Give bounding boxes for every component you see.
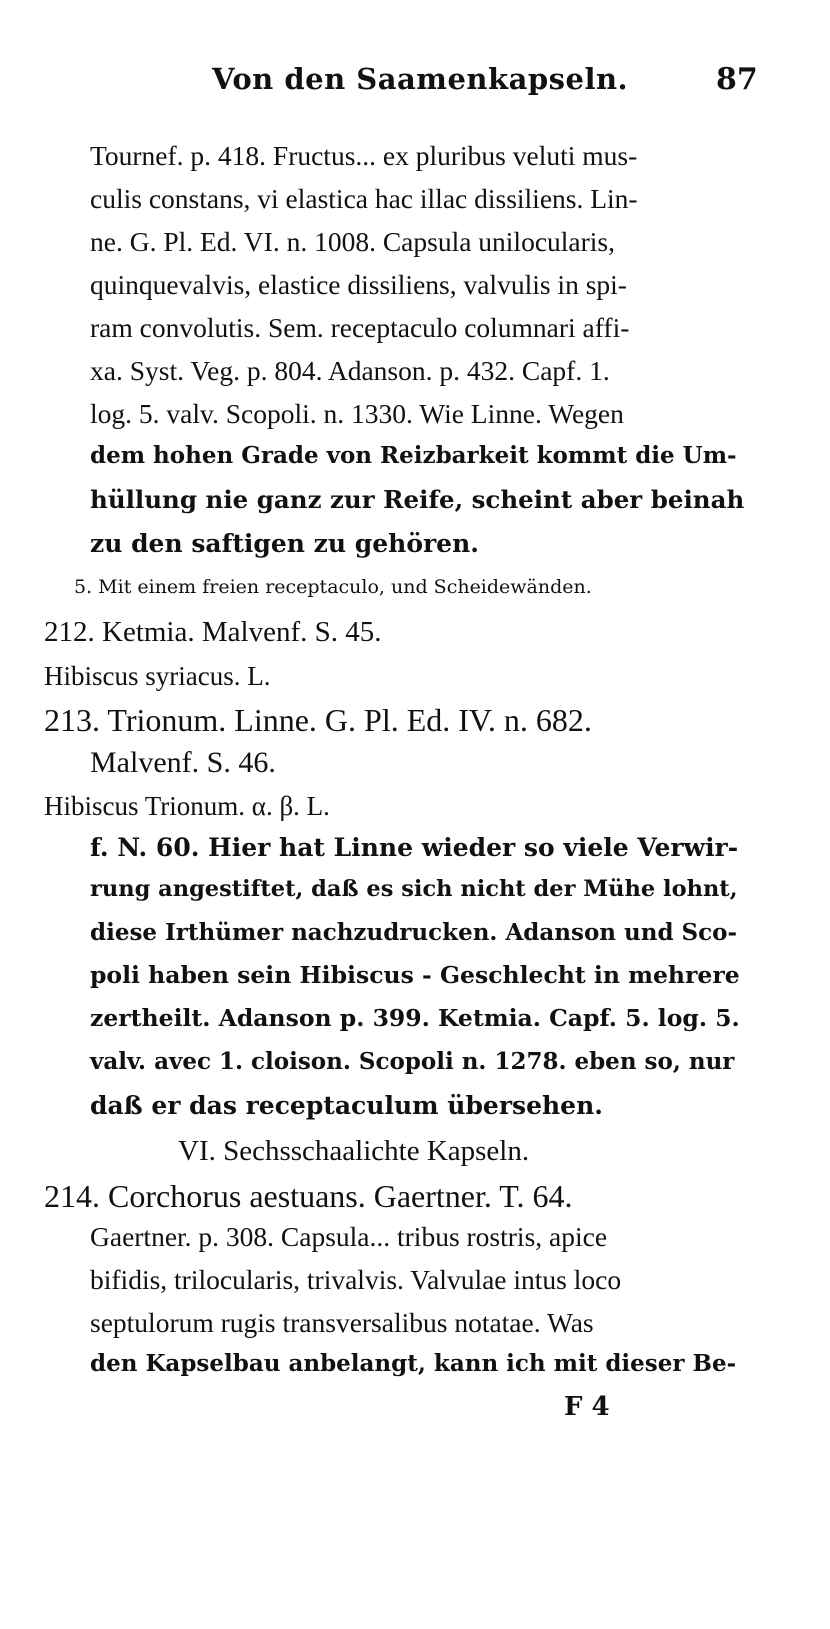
text-line: Gaertner. p. 308. Capsula... tribus rostris, apice bbox=[90, 1221, 608, 1252]
text-line: xa. Syst. Veg. p. 804. Adanson. p. 432. Capf. 1. bbox=[90, 355, 610, 386]
text-line: valv. avec 1. cloison. Scopoli n. 1278. eben so, nur bbox=[90, 1048, 735, 1075]
text-line: dem hohen Grade von Reizbarkeit kommt die Um- bbox=[90, 442, 737, 469]
text-line: f. N. 60. Hier hat Linne wieder so viele Verwir- bbox=[90, 833, 739, 862]
text-line: ne. G. Pl. Ed. VI. n. 1008. Capsula unilocularis, bbox=[90, 226, 615, 257]
text-line: poli haben sein Hibiscus - Geschlecht in mehrere bbox=[90, 961, 740, 989]
text-line: quinquevalvis, elastice dissiliens, valvulis in spi- bbox=[90, 269, 627, 300]
text-line: zu den saftigen zu gehören. bbox=[90, 529, 479, 558]
text-line: Hibiscus Trionum. α. β. L. bbox=[44, 791, 330, 821]
text-line: Tournef. p. 418. Fructus... ex pluribus veluti mus- bbox=[90, 140, 638, 171]
text-line: septulorum rugis transversalibus notatae. Was bbox=[90, 1307, 594, 1338]
text-line: diese Irthümer nachzudrucken. Adanson und Sco- bbox=[90, 919, 738, 946]
catchword: F 4 bbox=[564, 1392, 610, 1422]
entry-214: 214. Corchorus aestuans. Gaertner. T. 64. bbox=[44, 1178, 573, 1214]
page-header bbox=[0, 62, 830, 112]
text-line: Hibiscus syriacus. L. bbox=[44, 661, 271, 691]
running-title: Von den Saamenkapseln. bbox=[212, 62, 629, 96]
entry-212: 212. Ketmia. Malvenf. S. 45. bbox=[44, 616, 382, 648]
text-line: culis constans, vi elastica hac illac dissiliens. Lin- bbox=[90, 183, 638, 214]
text-line: rung angestiftet, daß es sich nicht der Mühe lohnt, bbox=[90, 876, 738, 902]
text-line: Malvenf. S. 46. bbox=[90, 746, 276, 779]
text-line: ram convolutis. Sem. receptaculo columnari affi- bbox=[90, 312, 630, 343]
text-line: daß er das receptaculum übersehen. bbox=[90, 1091, 603, 1120]
text-line: hüllung nie ganz zur Reife, scheint aber beinah bbox=[90, 485, 745, 514]
text-line: den Kapselbau anbelangt, kann ich mit dieser Be- bbox=[90, 1350, 737, 1377]
page-number: 87 bbox=[716, 62, 758, 97]
subsection-heading: 5. Mit einem freien receptaculo, und Scheidewänden. bbox=[74, 576, 592, 598]
text-line: bifidis, trilocularis, trivalvis. Valvulae intus loco bbox=[90, 1264, 622, 1295]
text-line: log. 5. valv. Scopoli. n. 1330. Wie Linne. Wegen bbox=[90, 398, 624, 429]
text-line: zertheilt. Adanson p. 399. Ketmia. Capf. 5. log. 5. bbox=[90, 1004, 740, 1032]
entry-213: 213. Trionum. Linne. G. Pl. Ed. IV. n. 682. bbox=[44, 702, 592, 738]
section-heading: VI. Sechsschaalichte Kapseln. bbox=[178, 1135, 530, 1167]
